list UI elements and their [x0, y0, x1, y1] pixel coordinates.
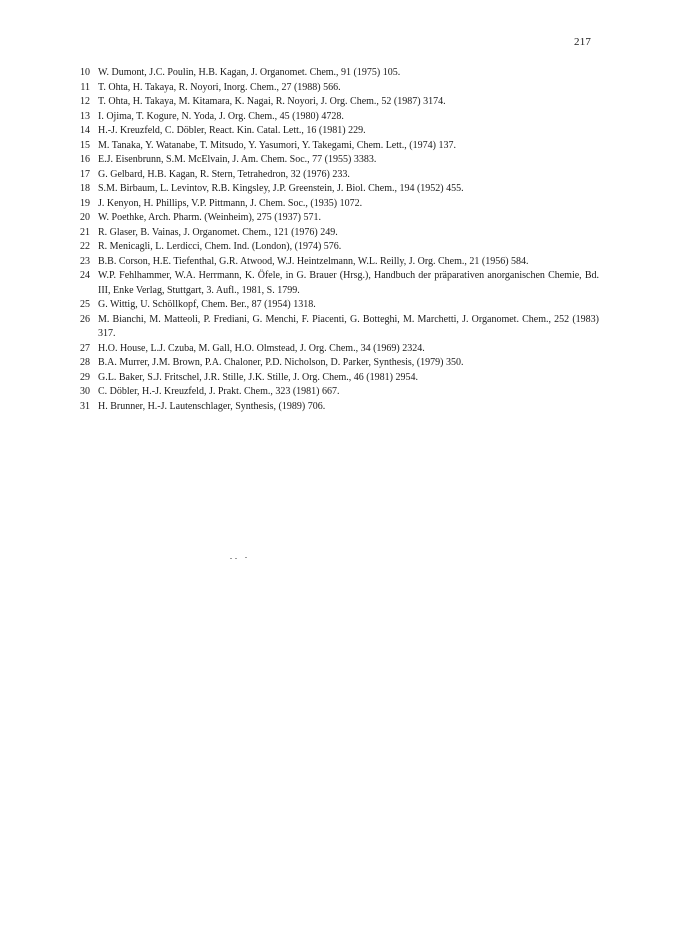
reference-number: 15 — [80, 139, 90, 151]
reference-number: 24 — [80, 270, 90, 281]
reference-text: B.A. Murrer, J.M. Brown, P.A. Chaloner, P.D. Nicholson, D. Parker, Synthesis, (1979) 350. — [98, 357, 464, 368]
reference-text: G. Gelbard, H.B. Kagan, R. Stern, Tetrahedron, 32 (1976) 233. — [98, 168, 350, 180]
reference-item — [80, 182, 599, 197]
reference-text: B.B. Corson, H.E. Tiefenthal, G.R. Atwood, W.J. Heintzelmann, W.L. Reilly, J. Org. Chem., 21 (1956) 584. — [98, 255, 529, 267]
reference-item — [80, 255, 599, 270]
reference-text: S.M. Birbaum, L. Levintov, R.B. Kingsley, J.P. Greenstein, J. Biol. Chem., 194 (1952) 455. — [98, 183, 464, 194]
reference-item — [80, 168, 599, 183]
reference-item — [80, 371, 599, 386]
scan-speck — [230, 558, 248, 560]
reference-text: M. Tanaka, Y. Watanabe, T. Mitsudo, Y. Yasumori, Y. Takegami, Chem. Lett., (1974) 137. — [98, 139, 456, 151]
reference-number: 26 — [80, 313, 90, 325]
reference-number: 19 — [80, 197, 90, 209]
reference-number: 29 — [80, 371, 90, 383]
reference-number: 28 — [80, 357, 90, 368]
reference-number: 12 — [80, 96, 90, 107]
reference-text: R. Menicagli, L. Lerdicci, Chem. Ind. (London), (1974) 576. — [98, 241, 342, 252]
reference-number: 31 — [80, 400, 90, 412]
reference-number: 21 — [80, 226, 90, 238]
reference-text: G.L. Baker, S.J. Fritschel, J.R. Stille, J.K. Stille, J. Org. Chem., 46 (1981) 2954. — [98, 371, 418, 383]
reference-text: R. Glaser, B. Vainas, J. Organomet. Chem., 121 (1976) 249. — [98, 226, 338, 238]
reference-list — [80, 66, 599, 414]
reference-text: W. Poethke, Arch. Pharm. (Weinheim), 275 (1937) 571. — [98, 212, 321, 223]
reference-item — [80, 110, 599, 125]
reference-item — [80, 240, 599, 255]
reference-item — [80, 313, 599, 342]
reference-number: 13 — [80, 110, 90, 122]
reference-item — [80, 95, 599, 110]
reference-item — [80, 197, 599, 212]
reference-number: 30 — [80, 386, 90, 397]
reference-item — [80, 81, 599, 96]
reference-text: G. Wittig, U. Schöllkopf, Chem. Ber., 87 (1954) 1318. — [98, 299, 316, 310]
reference-text: J. Kenyon, H. Phillips, V.P. Pittmann, J. Chem. Soc., (1935) 1072. — [98, 197, 363, 209]
reference-number: 14 — [80, 125, 90, 136]
reference-item — [80, 153, 599, 168]
reference-item — [80, 298, 599, 313]
reference-item — [80, 269, 599, 298]
reference-item — [80, 400, 599, 415]
reference-text: H. Brunner, H.-J. Lautenschlager, Synthesis, (1989) 706. — [98, 400, 326, 412]
reference-text: H.-J. Kreuzfeld, C. Döbler, React. Kin. Catal. Lett., 16 (1981) 229. — [98, 125, 366, 136]
reference-item — [80, 211, 599, 226]
reference-number: 27 — [80, 342, 90, 354]
reference-item — [80, 66, 599, 81]
reference-item — [80, 385, 599, 400]
reference-number: 20 — [80, 212, 90, 223]
reference-number: 17 — [80, 168, 90, 180]
reference-number: 18 — [80, 183, 90, 194]
reference-number: 22 — [80, 241, 90, 252]
reference-number: 25 — [80, 299, 90, 310]
reference-text: W. Dumont, J.C. Poulin, H.B. Kagan, J. Organomet. Chem., 91 (1975) 105. — [98, 67, 401, 78]
reference-number: 16 — [80, 154, 90, 165]
reference-item — [80, 342, 599, 357]
reference-text: T. Ohta, H. Takaya, M. Kitamara, K. Nagai, R. Noyori, J. Org. Chem., 52 (1987) 3174. — [98, 96, 446, 107]
reference-item — [80, 226, 599, 241]
reference-text: C. Döbler, H.-J. Kreuzfeld, J. Prakt. Chem., 323 (1981) 667. — [98, 386, 340, 397]
reference-number: 11 — [80, 81, 90, 93]
reference-item — [80, 124, 599, 139]
reference-item — [80, 356, 599, 371]
reference-text: T. Ohta, H. Takaya, R. Noyori, Inorg. Chem., 27 (1988) 566. — [98, 81, 341, 93]
reference-text: W.P. Fehlhammer, W.A. Herrmann, K. Öfele, in G. Brauer (Hrsg.), Handbuch der präparativen anorganischen Chemie, Bd. III, Enke Verlag, Stuttgart, 3. Aufl., 1981, S. 1799. — [98, 270, 599, 296]
page-number: 217 — [574, 36, 592, 48]
reference-text: E.J. Eisenbrunn, S.M. McElvain, J. Am. Chem. Soc., 77 (1955) 3383. — [98, 154, 377, 165]
reference-item — [80, 139, 599, 154]
reference-number: 10 — [80, 67, 90, 78]
reference-text: I. Ojima, T. Kogure, N. Yoda, J. Org. Chem., 45 (1980) 4728. — [98, 110, 344, 122]
reference-text: M. Bianchi, M. Matteoli, P. Frediani, G. Menchi, F. Piacenti, G. Botteghi, M. Marchetti, J. Organomet. Chem., 252 (1983) 317. — [98, 313, 599, 339]
reference-text: H.O. House, L.J. Czuba, M. Gall, H.O. Olmstead, J. Org. Chem., 34 (1969) 2324. — [98, 342, 425, 354]
reference-number: 23 — [80, 255, 90, 267]
